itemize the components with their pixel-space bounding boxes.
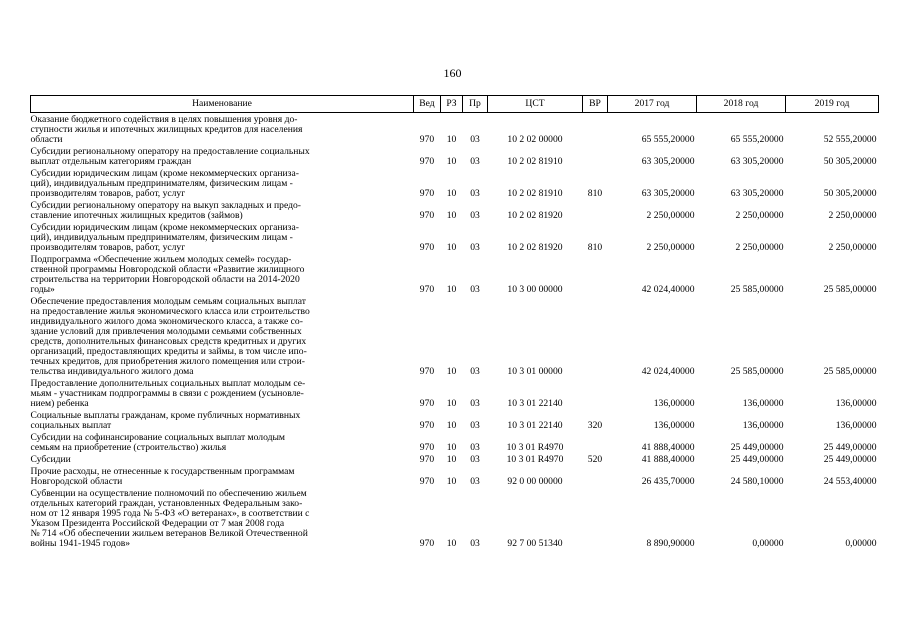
amount-2017-cell: 42 024,40000: [641, 366, 695, 377]
amount-2017-cell: 65 555,20000: [641, 134, 695, 145]
name-cell: [31, 487, 414, 549]
pr-cell: 03: [470, 134, 480, 145]
cst-cell: 10 2 02 81920: [507, 210, 563, 221]
name-line: Субсидии на софинансирование социальных выплат молодым: [30, 432, 285, 443]
header-ved: Вед: [414, 96, 441, 113]
name-line: Обеспечение предоставления молодым семьям социальных выплат: [30, 296, 306, 307]
header-cst: ЦСТ: [488, 96, 583, 113]
amount-2019-cell: 24 553,40000: [823, 476, 877, 487]
amount-2017-cell: 136,00000: [653, 398, 695, 409]
pr-cell: 03: [470, 366, 480, 377]
table-row: [31, 487, 879, 549]
page-number: 160: [443, 66, 462, 80]
amount-2018-cell: 25 449,00000: [730, 442, 784, 453]
table-row: [31, 167, 879, 199]
vr-cell: [583, 487, 608, 549]
name-line: Предоставление дополнительных социальных выплат молодым се-: [30, 378, 306, 389]
name-line: производителям товаров, работ, услуг: [30, 242, 186, 253]
amount-2018-cell: 2 250,00000: [735, 242, 784, 253]
cst-cell: 92 0 00 00000: [507, 476, 563, 487]
amount-2019-cell: 0,00000: [845, 538, 877, 549]
rz-cell: 10: [446, 242, 457, 253]
ved-cell: 970: [419, 538, 435, 549]
vr-cell: [583, 295, 608, 377]
cst-cell: 10 3 01 22140: [507, 420, 563, 431]
table-row: [31, 145, 879, 167]
ved-cell: 970: [419, 242, 435, 253]
name-cell: [31, 199, 414, 221]
cst-cell: 10 2 02 81910: [507, 188, 563, 199]
name-line: организаций, предоставляющих кредиты и займы, в том числе ипо-: [30, 346, 307, 357]
name-line: ций), индивидуальным предпринимателям, физическим лицам -: [30, 232, 293, 243]
ved-cell: 970: [419, 398, 435, 409]
name-line: тельства индивидуального жилого дома: [30, 366, 194, 377]
rz-cell: 10: [446, 134, 457, 145]
name-line: отдельных категорий граждан, установленных Федеральным зако-: [30, 498, 303, 509]
name-line: Новгородской области: [30, 476, 123, 487]
table-row: [31, 409, 879, 431]
pr-cell: 03: [470, 476, 480, 487]
name-line: строительства на территории Новгородской области на 2014-2020: [30, 274, 300, 285]
name-line: войны 1941-1945 годов»: [30, 538, 131, 549]
vr-cell: [583, 377, 608, 409]
amount-2019-cell: 52 555,20000: [823, 134, 877, 145]
ved-cell: 970: [419, 284, 435, 295]
name-line: годы»: [30, 284, 55, 295]
cst-cell: 92 7 00 51340: [507, 538, 563, 549]
table-row: [31, 253, 879, 295]
table-row: [31, 113, 879, 146]
name-line: Оказание бюджетного содействия в целях повышения уровня до-: [30, 114, 298, 125]
name-line: Социальные выплаты гражданам, кроме публичных нормативных: [30, 410, 301, 421]
amount-2019-cell: 25 449,00000: [823, 442, 877, 453]
rz-cell: 10: [446, 284, 457, 295]
ved-cell: 970: [419, 454, 435, 465]
ved-cell: 970: [419, 420, 435, 431]
pr-cell: 03: [470, 538, 480, 549]
vr-cell: [583, 113, 608, 146]
name-line: здание условий для привлечения молодыми семьями собственных: [30, 326, 302, 337]
amount-2019-cell: 25 449,00000: [823, 454, 877, 465]
ved-cell: 970: [419, 188, 435, 199]
cst-cell: 10 2 02 00000: [507, 134, 563, 145]
amount-2017-cell: 26 435,70000: [641, 476, 695, 487]
amount-2018-cell: 63 305,20000: [730, 156, 784, 167]
vr-cell: [583, 253, 608, 295]
cst-cell: 10 3 01 R4970: [506, 442, 564, 453]
name-line: Субвенции на осуществление полномочий по обеспечению жильем: [30, 488, 307, 499]
name-line: социальных выплат: [30, 420, 112, 431]
name-line: на предоставление жилья экономического класса или строительство: [30, 306, 310, 317]
cst-cell: 10 2 02 81920: [507, 242, 563, 253]
amount-2018-cell: 2 250,00000: [735, 210, 784, 221]
amount-2019-cell: 2 250,00000: [828, 242, 877, 253]
amount-2018-cell: 136,00000: [742, 420, 784, 431]
name-cell: [31, 113, 414, 146]
name-line: производителям товаров, работ, услуг: [30, 188, 186, 199]
name-cell: [31, 377, 414, 409]
name-line: ступности жилья и ипотечных жилищных кредитов для населения: [30, 124, 303, 135]
cst-cell: 10 3 00 00000: [507, 284, 563, 295]
table-row: [31, 199, 879, 221]
vr-cell: [583, 199, 608, 221]
header-row: [31, 96, 879, 113]
header-name: Наименование: [31, 96, 414, 113]
vr-cell: 810: [587, 242, 603, 253]
name-line: области: [30, 134, 63, 145]
amount-2017-cell: 63 305,20000: [641, 156, 695, 167]
amount-2017-cell: 41 888,40000: [641, 442, 695, 453]
pr-cell: 03: [470, 454, 480, 465]
vr-cell: [583, 431, 608, 453]
rz-cell: 10: [446, 420, 457, 431]
name-line: Субсидии региональному оператору на предоставление социальных: [30, 146, 310, 157]
pr-cell: 03: [470, 420, 480, 431]
amount-2017-cell: 42 024,40000: [641, 284, 695, 295]
amount-2018-cell: 25 585,00000: [730, 366, 784, 377]
table-row: [31, 295, 879, 377]
table-row: [31, 221, 879, 253]
name-cell: [31, 453, 414, 465]
header-rz: РЗ: [441, 96, 463, 113]
name-cell: [31, 145, 414, 167]
amount-2019-cell: 2 250,00000: [828, 210, 877, 221]
amount-2018-cell: 24 580,10000: [730, 476, 784, 487]
name-line: ций), индивидуальным предпринимателям, физическим лицам -: [30, 178, 293, 189]
table-row: [31, 465, 879, 487]
cst-cell: 10 3 01 22140: [507, 398, 563, 409]
name-line: средств, дополнительных финансовых средств кредитных и других: [30, 336, 307, 347]
name-line: индивидуального жилого дома экономического класса, а также со-: [30, 316, 303, 327]
vr-cell: [583, 145, 608, 167]
name-cell: [31, 167, 414, 199]
amount-2019-cell: 25 585,00000: [823, 366, 877, 377]
table-body: [31, 113, 879, 550]
name-line: Субсидии: [30, 454, 71, 465]
amount-2019-cell: 136,00000: [835, 420, 877, 431]
pr-cell: 03: [470, 210, 480, 221]
amount-2017-cell: 2 250,00000: [646, 210, 695, 221]
rz-cell: 10: [446, 188, 457, 199]
name-line: Субсидии юридическим лицам (кроме некоммерческих организа-: [30, 222, 299, 233]
name-line: Прочие расходы, не отнесенные к государственным программам: [30, 466, 295, 477]
amount-2017-cell: 8 890,90000: [646, 538, 695, 549]
vr-cell: 810: [587, 188, 603, 199]
rz-cell: 10: [446, 210, 457, 221]
name-cell: [31, 465, 414, 487]
amount-2017-cell: 41 888,40000: [641, 454, 695, 465]
amount-2018-cell: 0,00000: [752, 538, 784, 549]
rz-cell: 10: [446, 156, 457, 167]
amount-2017-cell: 63 305,20000: [641, 188, 695, 199]
name-line: Подпрограмма «Обеспечение жильем молодых семей» государ-: [30, 254, 292, 265]
rz-cell: 10: [446, 454, 457, 465]
cst-cell: 10 2 02 81910: [507, 156, 563, 167]
amount-2017-cell: 136,00000: [653, 420, 695, 431]
header-pr: Пр: [463, 96, 488, 113]
amount-2018-cell: 63 305,20000: [730, 188, 784, 199]
rz-cell: 10: [446, 476, 457, 487]
pr-cell: 03: [470, 398, 480, 409]
table-row: [31, 377, 879, 409]
amount-2018-cell: 136,00000: [742, 398, 784, 409]
cst-cell: 10 3 01 00000: [507, 366, 563, 377]
name-cell: [31, 431, 414, 453]
header-2017: 2017 год: [608, 96, 697, 113]
name-line: выплат отдельным категориям граждан: [30, 156, 192, 167]
header-2019: 2019 год: [786, 96, 879, 113]
amount-2019-cell: 25 585,00000: [823, 284, 877, 295]
name-line: нием) ребенка: [30, 398, 89, 409]
name-line: № 714 «Об обеспечении жильем ветеранов Великой Отечественной: [30, 528, 308, 539]
amount-2019-cell: 50 305,20000: [823, 156, 877, 167]
table-row: [31, 431, 879, 453]
ved-cell: 970: [419, 476, 435, 487]
name-cell: [31, 409, 414, 431]
name-line: мьям - участникам подпрограммы в связи с рождением (усыновле-: [30, 388, 304, 399]
name-line: семьям на приобретение (строительство) жилья: [30, 442, 227, 453]
name-cell: [31, 295, 414, 377]
pr-cell: 03: [470, 188, 480, 199]
table-row: [31, 453, 879, 465]
amount-2018-cell: 25 449,00000: [730, 454, 784, 465]
vr-cell: [583, 465, 608, 487]
ved-cell: 970: [419, 442, 435, 453]
vr-cell: 320: [587, 420, 603, 431]
name-line: ставление ипотечных жилищных кредитов (займов): [30, 210, 243, 221]
name-line: Субсидии региональному оператору на выкуп закладных и предо-: [30, 200, 301, 211]
name-line: течных кредитов, для приобретения жилого помещения или строи-: [30, 356, 305, 367]
name-cell: [31, 221, 414, 253]
cst-cell: 10 3 01 R4970: [506, 454, 564, 465]
name-line: ственной программы Новгородской области «Развитие жилищного: [30, 264, 305, 275]
header-vr: ВР: [583, 96, 608, 113]
amount-2018-cell: 65 555,20000: [730, 134, 784, 145]
pr-cell: 03: [470, 242, 480, 253]
amount-2018-cell: 25 585,00000: [730, 284, 784, 295]
rz-cell: 10: [446, 366, 457, 377]
vr-cell: 520: [587, 454, 603, 465]
ved-cell: 970: [419, 134, 435, 145]
pr-cell: 03: [470, 284, 480, 295]
ved-cell: 970: [419, 210, 435, 221]
rz-cell: 10: [446, 442, 457, 453]
budget-table: [30, 95, 879, 549]
amount-2019-cell: 136,00000: [835, 398, 877, 409]
ved-cell: 970: [419, 156, 435, 167]
amount-2017-cell: 2 250,00000: [646, 242, 695, 253]
name-line: Указом Президента Российской Федерации от 7 мая 2008 года: [30, 518, 285, 529]
rz-cell: 10: [446, 398, 457, 409]
pr-cell: 03: [470, 442, 480, 453]
name-cell: [31, 253, 414, 295]
amount-2019-cell: 50 305,20000: [823, 188, 877, 199]
pr-cell: 03: [470, 156, 480, 167]
header-2018: 2018 год: [697, 96, 786, 113]
ved-cell: 970: [419, 366, 435, 377]
name-line: ном от 12 января 1995 года № 5-ФЗ «О ветеранах», в соответствии с: [30, 508, 310, 519]
rz-cell: 10: [446, 538, 457, 549]
name-line: Субсидии юридическим лицам (кроме некоммерческих организа-: [30, 168, 299, 179]
